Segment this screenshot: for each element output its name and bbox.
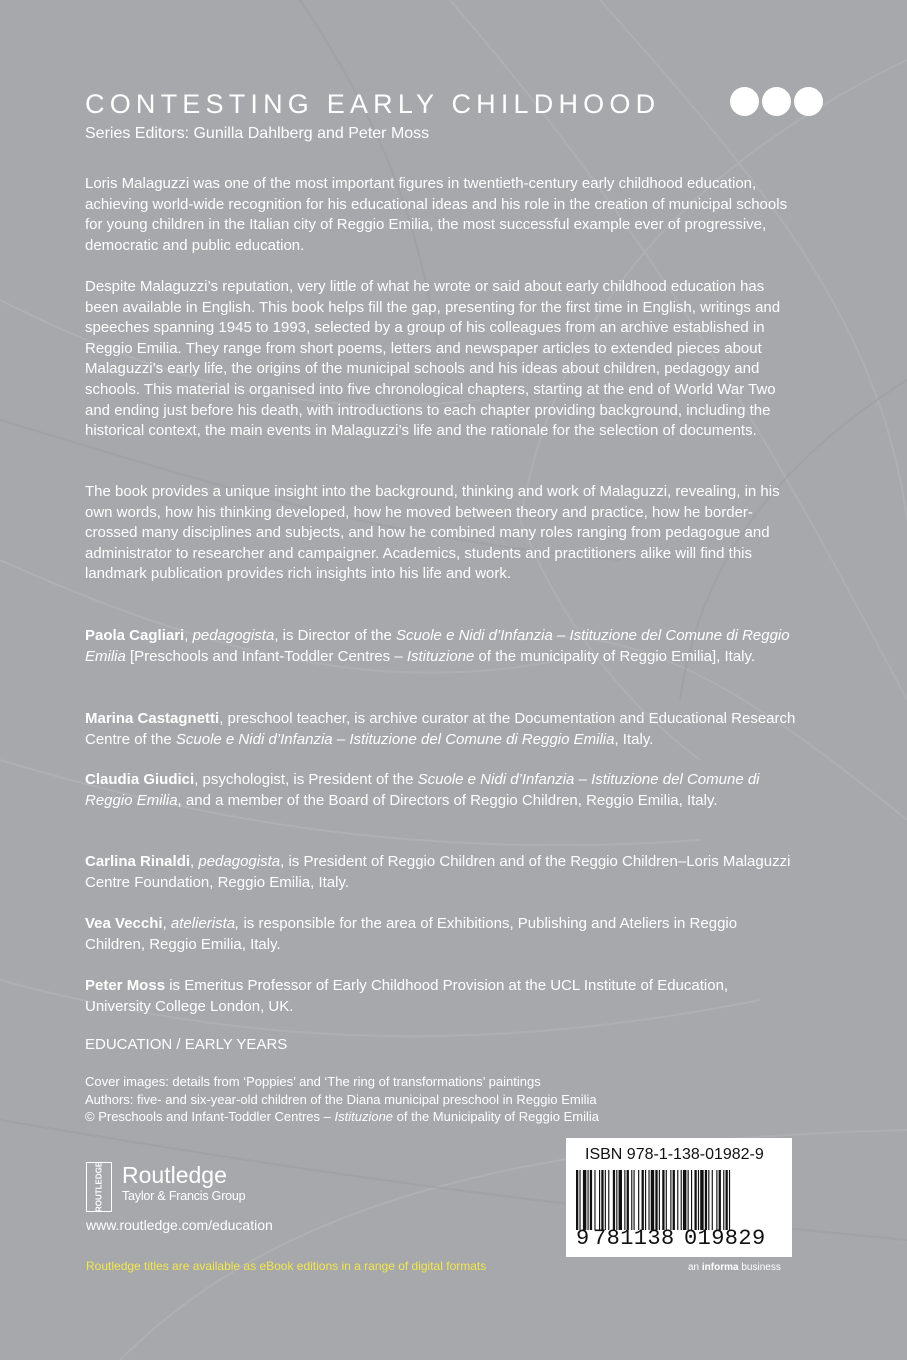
- barcode-bar: [694, 1170, 696, 1230]
- barcode-bar: [588, 1170, 589, 1230]
- barcode-bar: [723, 1170, 724, 1230]
- dot-icon: [794, 87, 823, 116]
- barcode-bar: [698, 1170, 699, 1230]
- bio-name: Marina Castagnetti: [85, 710, 220, 727]
- barcode-bar: [601, 1170, 603, 1230]
- bio-moss: Peter Moss is Emeritus Professor of Early Childhood Provision at the UCL Institute of Education, University College London, UK.: [85, 977, 729, 1015]
- bio-rinaldi: Carlina Rinaldi, pedagogista, is President of Reggio Children and of the Reggio Children–Loris Malaguzzi Centre Foundation, Reggio Emilia, Italy.: [85, 853, 791, 891]
- barcode-bar: [705, 1170, 707, 1230]
- barcode-bar: [638, 1170, 639, 1230]
- barcode-bar: [599, 1170, 600, 1230]
- cover-credits: [85, 1073, 599, 1126]
- barcode-bar: [583, 1170, 586, 1230]
- barcode-bar: [662, 1170, 664, 1230]
- publisher-name: Routledge: [122, 1162, 227, 1188]
- isbn-label: ISBN 978-1-138-01982-9: [585, 1146, 764, 1163]
- barcode-bar: [670, 1170, 671, 1230]
- bio-name: Claudia Giudici: [85, 771, 195, 788]
- blurb-paragraph-3: The book provides a unique insight into the background, thinking and work of Malaguzzi, revealing, in his own words, how his thinking developed, how he moved between theory and practice, how he border-crossed many disciplines and subjects, and how he combined many roles ranging from pedagogue and administrator to researcher and campaigner. Academics, students and practitioners alike will find this landmark publication provides rich insights into his life and work.: [85, 483, 780, 583]
- barcode-bar: [613, 1170, 615, 1230]
- bio-name: Carlina Rinaldi: [85, 853, 191, 870]
- subject-category: EDUCATION / EARLY YEARS: [85, 1036, 288, 1053]
- barcode-bar: [616, 1170, 617, 1230]
- dot-icon: [762, 87, 791, 116]
- barcode-bar: [655, 1170, 657, 1230]
- credit-line: Cover images: details from ‘Poppies’ and ‘The ring of transformations’ paintings: [85, 1074, 541, 1089]
- barcode-bar: [659, 1170, 660, 1230]
- barcode-bar: [648, 1170, 649, 1230]
- dot-icon: [730, 87, 759, 116]
- barcode-bar: [608, 1170, 609, 1230]
- series-title: CONTESTING EARLY CHILDHOOD: [85, 89, 661, 119]
- barcode-bar: [631, 1170, 632, 1230]
- barcode-bar: [605, 1170, 606, 1230]
- publisher-group: Taylor & Francis Group: [122, 1189, 246, 1203]
- barcode-bar: [691, 1170, 692, 1230]
- barcode-digit-first: 9: [576, 1226, 590, 1251]
- bio-vecchi: Vea Vecchi, atelierista, is responsible for the area of Exhibitions, Publishing and Ateliers in Reggio Children, Reggio Emilia, Italy.: [85, 915, 738, 953]
- barcode-bar: [619, 1170, 622, 1230]
- publisher-url: www.routledge.com/education: [86, 1217, 273, 1233]
- bio-name: Vea Vecchi: [85, 915, 163, 932]
- routledge-logo: [86, 1162, 245, 1212]
- ebook-note: Routledge titles are available as eBook editions in a range of digital formats: [86, 1259, 487, 1273]
- bio-castagnetti: Marina Castagnetti, preschool teacher, is archive curator at the Documentation and Educational Research Centre of the Scuole e Nidi d’Infanzia – Istituzione del Comune di Reggio Emilia, Italy.: [85, 710, 796, 748]
- barcode-bar: [666, 1170, 667, 1230]
- barcode-bar: [576, 1170, 578, 1230]
- barcode-bar: [627, 1170, 629, 1230]
- barcode-bar: [579, 1170, 580, 1230]
- barcode-digits-right: 019829: [684, 1226, 766, 1251]
- credit-line: Authors: five- and six-year-old children of the Diana municipal preschool in Reggio Emilia: [85, 1091, 597, 1107]
- blurb-paragraph-1: Loris Malaguzzi was one of the most important figures in twentieth-century early childhood education, achieving world-wide recognition for his educational ideas and his role in the creation of municipal schools for young children in the Italian city of Reggio Emilia, the most successful example ever of progressive, democratic and public education.: [85, 175, 788, 254]
- barcode-bar: [700, 1170, 703, 1230]
- barcode-bar: [726, 1170, 728, 1230]
- barcode-bar: [634, 1170, 635, 1230]
- bio-name: Peter Moss: [85, 977, 166, 994]
- barcode-bar: [594, 1170, 595, 1230]
- series-dots-icon: [730, 87, 823, 116]
- barcode-bar: [681, 1170, 682, 1230]
- barcode-digits-left: 781138: [593, 1226, 675, 1251]
- barcode-bar: [688, 1170, 689, 1230]
- bio-name: Paola Cagliari: [85, 627, 185, 644]
- blurb-paragraph-2: Despite Malaguzzi’s reputation, very little of what he wrote or said about early childhood education has been available in English. This book helps fill the gap, presenting for the first time in English, writings and speeches spanning 1945 to 1993, selected by a group of his colleagues from an archive established in Reggio Emilia. They range from short poems, letters and newspaper articles to extended pieces about Malaguzzi’s early life, the origins of the municipal schools and his ideas about children, pedagogy and schools. This material is organised into five chronological chapters, starting at the end of World War Two and ending just before his death, with introductions to each chapter providing background, including the historical context, the main events in Malaguzzi’s life and the rationale for the selection of documents.: [85, 278, 781, 440]
- bio-giudici: Claudia Giudici, psychologist, is President of the Scuole e Nidi d’Infanzia – Istituzione del Comune di Reggio Emilia, and a member of the Board of Directors of Reggio Children, Reggio Emilia, Italy.: [85, 771, 760, 809]
- barcode-bar: [719, 1170, 721, 1230]
- barcode-bar: [708, 1170, 709, 1230]
- bio-cagliari: Paola Cagliari, pedagogista, is Director of the Scuole e Nidi d’Infanzia – Istituzione del Comune di Reggio Emilia [Preschools and Infant-Toddler Centres – Istituzione of the municipality of Reggio Emilia], Italy.: [85, 627, 790, 665]
- series-editors: Series Editors: Gunilla Dahlberg and Peter Moss: [85, 125, 430, 142]
- barcode-bar: [673, 1170, 675, 1230]
- barcode-bar: [716, 1170, 717, 1230]
- informa-business-note: an informa business: [688, 1262, 781, 1273]
- barcode-bar: [683, 1170, 686, 1230]
- barcode-bar: [645, 1170, 646, 1230]
- isbn-barcode-box: [566, 1138, 792, 1257]
- barcode-icon: [570, 1170, 788, 1232]
- credit-line: © Preschools and Infant-Toddler Centres – Istituzione of the Municipality of Reggio Emilia: [85, 1109, 599, 1125]
- barcode-bar: [590, 1170, 592, 1230]
- barcode-bar: [642, 1170, 644, 1230]
- barcode-bar: [651, 1170, 654, 1230]
- routledge-mark-icon: ROUTLEDGE: [86, 1162, 112, 1212]
- barcode-bar: [712, 1170, 713, 1230]
- barcode-bar: [624, 1170, 625, 1230]
- barcode-bar: [729, 1170, 730, 1230]
- barcode-bar: [677, 1170, 678, 1230]
